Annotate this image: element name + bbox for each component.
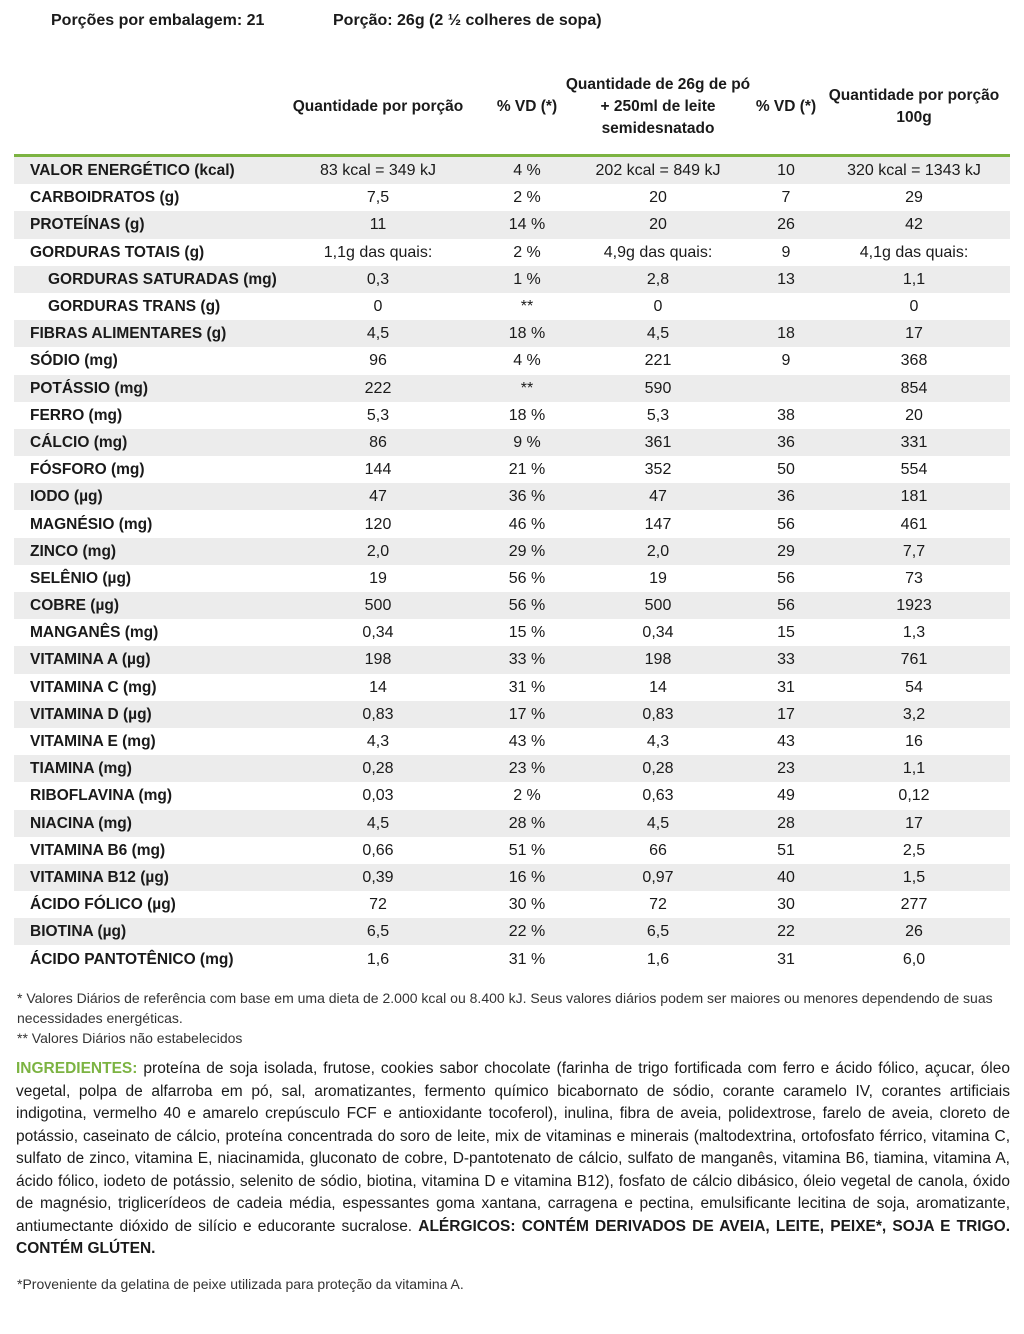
nutrient-value: 66 — [562, 837, 754, 864]
nutrient-value: 1,6 — [264, 945, 492, 972]
ingredients-label: INGREDIENTES: — [16, 1060, 138, 1077]
nutrient-value: 0,28 — [562, 755, 754, 782]
nutrient-value: 56 — [754, 565, 818, 592]
nutrient-value: 36 — [754, 483, 818, 510]
nutrient-name: GORDURAS TOTAIS (g) — [14, 239, 264, 266]
nutrient-value: 0,12 — [818, 782, 1010, 809]
nutrient-name: MANGANÊS (mg) — [14, 619, 264, 646]
nutrient-value: 10 — [754, 156, 818, 185]
nutrient-value: 2 % — [492, 184, 562, 211]
nutrient-value: 49 — [754, 782, 818, 809]
table-row — [14, 945, 1010, 972]
nutrient-value: 4 % — [492, 156, 562, 185]
nutrient-value: 461 — [818, 510, 1010, 537]
nutrient-value: 331 — [818, 429, 1010, 456]
nutrient-value: 1,6 — [562, 945, 754, 972]
table-row — [14, 864, 1010, 891]
nutrient-value: 221 — [562, 347, 754, 374]
table-row — [14, 918, 1010, 945]
nutrient-value: 72 — [562, 891, 754, 918]
portion-size: Porção: 26g (2 ½ colheres de sopa) — [333, 12, 602, 29]
nutrient-name: GORDURAS TRANS (g) — [14, 293, 264, 320]
table-row — [14, 755, 1010, 782]
nutrient-value: 20 — [818, 402, 1010, 429]
table-row — [14, 592, 1010, 619]
nutrient-value: 0,34 — [264, 619, 492, 646]
nutrient-value: 2,0 — [264, 538, 492, 565]
nutrient-value: 0,83 — [264, 701, 492, 728]
nutrient-value: 47 — [562, 483, 754, 510]
nutrient-name: POTÁSSIO (mg) — [14, 375, 264, 402]
footnote: *Proveniente da gelatina de peixe utilizada para proteção da vitamina A. — [17, 1276, 464, 1292]
nutrient-name: IODO (µg) — [14, 483, 264, 510]
nutrient-value: 22 % — [492, 918, 562, 945]
nutrient-name: MAGNÉSIO (mg) — [14, 510, 264, 537]
nutrient-value: 361 — [562, 429, 754, 456]
vd-note: * Valores Diários de referência com base em uma dieta de 2.000 kcal ou 8.400 kJ. Seus valores diários podem ser maiores ou menores dependendo de suas necessidades energéticas. — [17, 990, 993, 1026]
nutrient-value: 7,7 — [818, 538, 1010, 565]
nutrient-value: 29 % — [492, 538, 562, 565]
nutrient-value: 51 — [754, 837, 818, 864]
nutrient-value: 36 — [754, 429, 818, 456]
nutrient-name: COBRE (µg) — [14, 592, 264, 619]
nutrient-value: 46 % — [492, 510, 562, 537]
table-row — [14, 156, 1010, 185]
nutrient-value: 17 % — [492, 701, 562, 728]
table-row — [14, 619, 1010, 646]
nutrient-value: 17 — [754, 701, 818, 728]
nutrient-value: 15 — [754, 619, 818, 646]
nutrient-value: 33 % — [492, 646, 562, 673]
table-header — [14, 60, 1010, 156]
notes — [17, 988, 1012, 1048]
nutrient-value: 4,5 — [264, 810, 492, 837]
nutrient-value: 0 — [264, 293, 492, 320]
nutrient-value: 38 — [754, 402, 818, 429]
nutrient-name: VITAMINA E (mg) — [14, 728, 264, 755]
nutrient-value: 0,97 — [562, 864, 754, 891]
nutrient-value: 18 % — [492, 402, 562, 429]
table-row — [14, 674, 1010, 701]
nutrient-value: 18 % — [492, 320, 562, 347]
nutrient-value: 198 — [264, 646, 492, 673]
nutrient-value: 0,28 — [264, 755, 492, 782]
nutrient-value: 86 — [264, 429, 492, 456]
nutrient-value: 0 — [562, 293, 754, 320]
serving-info — [51, 12, 602, 30]
table-row — [14, 891, 1010, 918]
nutrient-name: FÓSFORO (mg) — [14, 456, 264, 483]
nutrient-value: 28 % — [492, 810, 562, 837]
nutrient-value: 29 — [754, 538, 818, 565]
nutrient-value: 854 — [818, 375, 1010, 402]
nutrient-name: GORDURAS SATURADAS (mg) — [14, 266, 264, 293]
nutrient-value: 320 kcal = 1343 kJ — [818, 156, 1010, 185]
nutrient-name: RIBOFLAVINA (mg) — [14, 782, 264, 809]
nutrient-value: 5,3 — [562, 402, 754, 429]
nutrient-value: 50 — [754, 456, 818, 483]
nutrient-name: ZINCO (mg) — [14, 538, 264, 565]
table-row — [14, 646, 1010, 673]
column-header-2: % VD (*) — [496, 98, 558, 115]
nutrient-value: 500 — [562, 592, 754, 619]
nutrient-value: 28 — [754, 810, 818, 837]
nutrient-value: 222 — [264, 375, 492, 402]
nutrient-value: 5,3 — [264, 402, 492, 429]
nutrient-name: CARBOIDRATOS (g) — [14, 184, 264, 211]
nutrient-value: 21 % — [492, 456, 562, 483]
nutrient-value: 30 — [754, 891, 818, 918]
nutrient-value: 6,5 — [264, 918, 492, 945]
nutrient-value: 47 — [264, 483, 492, 510]
nutrient-value: 20 — [562, 184, 754, 211]
nutrient-value: 20 — [562, 211, 754, 238]
column-header-4: % VD (*) — [755, 98, 817, 115]
table-row — [14, 837, 1010, 864]
nutrient-name: VITAMINA A (µg) — [14, 646, 264, 673]
nutrient-value: 19 — [264, 565, 492, 592]
nutrient-name: VITAMINA B6 (mg) — [14, 837, 264, 864]
nutrient-value: 43 % — [492, 728, 562, 755]
ingredients-text: proteína de soja isolada, frutose, cookies sabor chocolate (farinha de trigo fortificada com ferro e ácido fólico, açucar, óleo vegetal, polpa de alfarroba em pó, sal, aromatizantes, fermento químico bicabornato de sódio, corante caramelo IV, corantes artificiais indigotina, vermelho 40 e amarelo crepúsculo FCF e antioxidante tocoferol), inulina, fibra de aveia, polidextrose, farelo de aveia, cloreto de potássio, caseinato de cálcio, proteína concentrada do soro de leite, mix de vitaminas e minerais (maltodextrina, ortofosfato férrico, vitamina C, sulfato de zinco, vitamina E, niacinamida, gluconato de cobre, D-pantotenato de cálcio, sulfato de manganês, vitamina B6, tiamina, vitamina A, ácido fólico, iodeto de potássio, selenito de sódio, biotina, vitamina D e vitamina B12), fosfato de cálcio dibásico, óleio vegetal de canola, óxido de magnésio, triglicerídeos de cadeia média, espessantes goma xantana, carragena e pectina, emulsificante lecitina de soja, aromatizante, antiumectante dióxido de silício e educorante sucralose. — [16, 1060, 1010, 1235]
table-row — [14, 320, 1010, 347]
nutrient-value: 11 — [264, 211, 492, 238]
nutrient-value: 1,1g das quais: — [264, 239, 492, 266]
nutrient-value: 16 — [818, 728, 1010, 755]
nutrient-value: 30 % — [492, 891, 562, 918]
nutrient-value: 15 % — [492, 619, 562, 646]
column-header-3: Quantidade de 26g de pó + 250ml de leite semidesnatado — [565, 76, 751, 137]
table-row — [14, 782, 1010, 809]
nutrient-value: 2,0 — [562, 538, 754, 565]
nutrient-value: 56 % — [492, 592, 562, 619]
nutrient-value: 500 — [264, 592, 492, 619]
table-row — [14, 293, 1010, 320]
table-body — [14, 156, 1010, 973]
table-row — [14, 810, 1010, 837]
table-row — [14, 429, 1010, 456]
nutrient-name: VALOR ENERGÉTICO (kcal) — [14, 156, 264, 185]
nutrient-value: 120 — [264, 510, 492, 537]
nutrient-name: FERRO (mg) — [14, 402, 264, 429]
nutrient-name: CÁLCIO (mg) — [14, 429, 264, 456]
nutrient-value: 14 — [562, 674, 754, 701]
nutrient-value: 0,63 — [562, 782, 754, 809]
nutrient-name: TIAMINA (mg) — [14, 755, 264, 782]
nutrient-name: SELÊNIO (µg) — [14, 565, 264, 592]
nutrient-value: 56 — [754, 592, 818, 619]
nutrient-value: 96 — [264, 347, 492, 374]
nutrient-value: 56 — [754, 510, 818, 537]
column-header-5: Quantidade por porção 100g — [828, 87, 1000, 126]
nutrient-value: 0 — [818, 293, 1010, 320]
nutrient-value: 17 — [818, 810, 1010, 837]
table-row — [14, 184, 1010, 211]
table-row — [14, 538, 1010, 565]
table-row — [14, 483, 1010, 510]
nutrient-value: 17 — [818, 320, 1010, 347]
column-header-0 — [14, 60, 264, 156]
nutrient-value: 51 % — [492, 837, 562, 864]
nutrient-value: 4,5 — [562, 320, 754, 347]
nutrient-value: 73 — [818, 565, 1010, 592]
nutrient-value: 0,34 — [562, 619, 754, 646]
nutrient-value: 3,2 — [818, 701, 1010, 728]
nutrient-name: NIACINA (mg) — [14, 810, 264, 837]
nutrient-value: 19 — [562, 565, 754, 592]
nutrient-value: 14 % — [492, 211, 562, 238]
nutrient-value: 4,3 — [264, 728, 492, 755]
table-row — [14, 565, 1010, 592]
nutrient-name: VITAMINA B12 (µg) — [14, 864, 264, 891]
nutrient-value — [754, 293, 818, 320]
nutrient-value: 14 — [264, 674, 492, 701]
nutrient-value: 202 kcal = 849 kJ — [562, 156, 754, 185]
nutrient-name: FIBRAS ALIMENTARES (g) — [14, 320, 264, 347]
table-row — [14, 402, 1010, 429]
nutrient-value: 4,5 — [562, 810, 754, 837]
nutrient-value: 181 — [818, 483, 1010, 510]
nutrient-value: 1,5 — [818, 864, 1010, 891]
nutrient-value: 0,3 — [264, 266, 492, 293]
nutrient-value: 9 % — [492, 429, 562, 456]
servings-per-package: Porções por embalagem: 21 — [51, 12, 265, 29]
nutrient-value: 6,5 — [562, 918, 754, 945]
nutrient-name: BIOTINA (µg) — [14, 918, 264, 945]
nutrient-value: 43 — [754, 728, 818, 755]
nutrient-value: 13 — [754, 266, 818, 293]
nutrient-value: 26 — [818, 918, 1010, 945]
nutrient-value: 31 % — [492, 945, 562, 972]
column-header-1: Quantidade por porção — [292, 98, 464, 115]
nutrient-value: 56 % — [492, 565, 562, 592]
table-row — [14, 239, 1010, 266]
nutrient-name: VITAMINA D (µg) — [14, 701, 264, 728]
ingredients-paragraph — [16, 1058, 1010, 1261]
nutrient-value: 42 — [818, 211, 1010, 238]
nutrient-value: 31 — [754, 674, 818, 701]
nutrient-value: 2,8 — [562, 266, 754, 293]
nutrient-name: VITAMINA C (mg) — [14, 674, 264, 701]
nutrient-value: 2 % — [492, 782, 562, 809]
nutrient-value: 147 — [562, 510, 754, 537]
nutrient-name: ÁCIDO PANTOTÊNICO (mg) — [14, 945, 264, 972]
nutrient-value: 0,66 — [264, 837, 492, 864]
nutrient-value: 7 — [754, 184, 818, 211]
nutrient-value: 0,39 — [264, 864, 492, 891]
nutrient-value: 144 — [264, 456, 492, 483]
nutrient-value: 277 — [818, 891, 1010, 918]
nutrient-value: 1,1 — [818, 266, 1010, 293]
table-row — [14, 510, 1010, 537]
nutrient-value: 0,03 — [264, 782, 492, 809]
nutrient-value: 554 — [818, 456, 1010, 483]
nutrient-value — [754, 375, 818, 402]
table-row — [14, 701, 1010, 728]
nutrient-value: 6,0 — [818, 945, 1010, 972]
nutrient-value: 16 % — [492, 864, 562, 891]
allergens-warning: ALÉRGICOS: CONTÉM DERIVADOS DE AVEIA, LEITE, PEIXE*, SOJA E TRIGO. CONTÉM GLÚTEN. — [16, 1217, 1010, 1257]
nutrient-value: 4,5 — [264, 320, 492, 347]
nutrient-value: 31 % — [492, 674, 562, 701]
nutrient-value: 368 — [818, 347, 1010, 374]
nutrient-value: 0,83 — [562, 701, 754, 728]
nutrient-value: 4 % — [492, 347, 562, 374]
nutrient-value: 29 — [818, 184, 1010, 211]
nutrient-value: 352 — [562, 456, 754, 483]
nutrient-value: 4,3 — [562, 728, 754, 755]
table-row — [14, 728, 1010, 755]
nutrient-value: 590 — [562, 375, 754, 402]
nutrient-value: 7,5 — [264, 184, 492, 211]
nutrient-value: 2 % — [492, 239, 562, 266]
table-row — [14, 375, 1010, 402]
nutrient-value: 26 — [754, 211, 818, 238]
nutrient-value: 9 — [754, 347, 818, 374]
nutrient-value: 23 — [754, 755, 818, 782]
nutrient-value: 198 — [562, 646, 754, 673]
nutrient-value: 40 — [754, 864, 818, 891]
nutrient-value: 22 — [754, 918, 818, 945]
nutrient-name: ÁCIDO FÓLICO (µg) — [14, 891, 264, 918]
nutrient-value: 1923 — [818, 592, 1010, 619]
not-established-note: ** Valores Diários não estabelecidos — [17, 1030, 243, 1046]
table-row — [14, 347, 1010, 374]
nutrient-value: 18 — [754, 320, 818, 347]
table-row — [14, 211, 1010, 238]
nutrient-value: 1,1 — [818, 755, 1010, 782]
nutrient-value: 23 % — [492, 755, 562, 782]
nutrient-value: 54 — [818, 674, 1010, 701]
nutrition-table — [14, 60, 1010, 973]
nutrient-value: 36 % — [492, 483, 562, 510]
nutrient-value: ** — [492, 293, 562, 320]
nutrient-name: PROTEÍNAS (g) — [14, 211, 264, 238]
nutrient-value: 1,3 — [818, 619, 1010, 646]
nutrient-value: 31 — [754, 945, 818, 972]
table-row — [14, 456, 1010, 483]
nutrient-name: SÓDIO (mg) — [14, 347, 264, 374]
nutrient-value: 761 — [818, 646, 1010, 673]
table-row — [14, 266, 1010, 293]
nutrient-value: 33 — [754, 646, 818, 673]
nutrient-value: 72 — [264, 891, 492, 918]
nutrient-value: 83 kcal = 349 kJ — [264, 156, 492, 185]
nutrient-value: 9 — [754, 239, 818, 266]
nutrient-value: 1 % — [492, 266, 562, 293]
nutrient-value: ** — [492, 375, 562, 402]
nutrient-value: 4,1g das quais: — [818, 239, 1010, 266]
nutrient-value: 2,5 — [818, 837, 1010, 864]
nutrient-value: 4,9g das quais: — [562, 239, 754, 266]
